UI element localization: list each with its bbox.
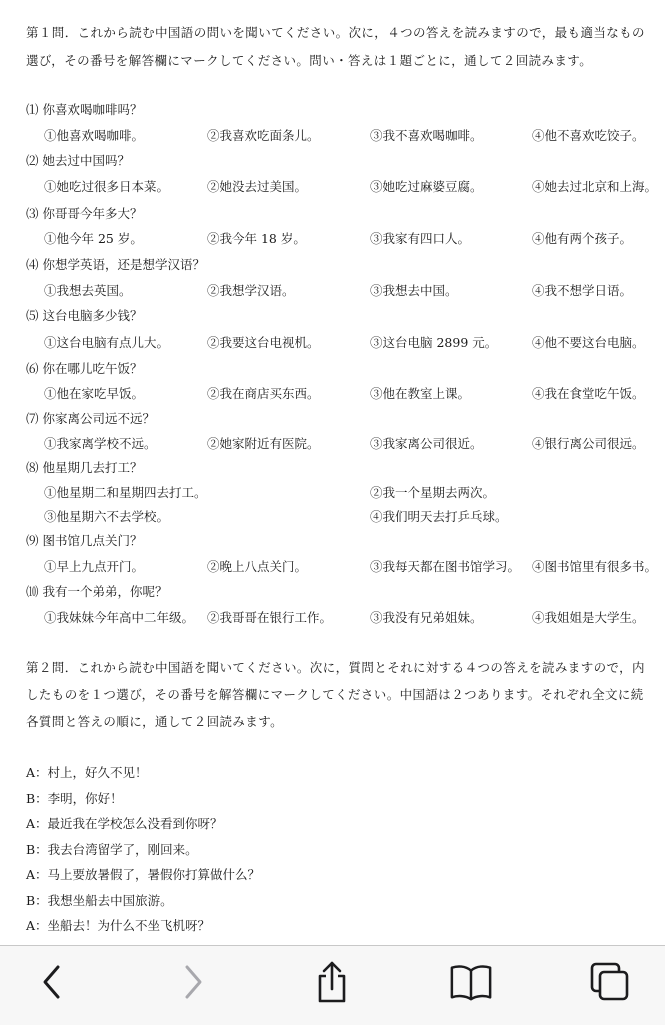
share-button[interactable] [310, 960, 354, 1004]
section1-instruction-line1: 第１問．これから読む中国語の問いを聞いてください。次に，４つの答えを読みますので，最も適当なもの [26, 25, 645, 40]
q4-option-3: ③我想去中国。 [370, 283, 458, 298]
dialogue-line: A：最近我在学校怎么没看到你呀？ [26, 816, 223, 831]
q4-option-1: ①我想去英国。 [44, 283, 132, 298]
q5-option-4: ④他不要这台电脑。 [532, 335, 645, 350]
section2-instruction-line2: したものを１つ選び，その番号を解答欄にマークしてください。中国語は２つあります。それぞれ全文に続 [26, 687, 644, 702]
forward-button[interactable] [171, 960, 215, 1004]
question-8: ⑻ 他星期几去打工？ [26, 460, 143, 475]
question-6: ⑹ 你在哪儿吃午饭？ [26, 361, 143, 376]
question-3: ⑶ 你哥哥今年多大？ [26, 206, 143, 221]
q7-option-1: ①我家离学校不远。 [44, 436, 157, 451]
q2-option-3: ③她吃过麻婆豆腐。 [370, 179, 483, 194]
dialogue-line: A：坐船去！为什么不坐飞机呀？ [26, 918, 211, 933]
bookmarks-button[interactable] [449, 960, 493, 1004]
share-icon [312, 960, 352, 1004]
q6-option-2: ②我在商店买东西。 [207, 386, 320, 401]
q10-option-3: ③我没有兄弟姐妹。 [370, 610, 483, 625]
q10-option-2: ②我哥哥在银行工作。 [207, 610, 333, 625]
dialogue-line: B：我去台湾留学了，刚回来。 [26, 842, 198, 857]
browser-toolbar [0, 945, 665, 1025]
q6-option-1: ①他在家吃早饭。 [44, 386, 145, 401]
question-10: ⑽ 我有一个弟弟，你呢？ [26, 584, 168, 599]
q5-option-2: ②我要这台电视机。 [207, 335, 320, 350]
q4-option-2: ②我想学汉语。 [207, 283, 295, 298]
dialogue-line: B：李明，你好！ [26, 791, 123, 806]
chevron-left-icon [39, 964, 65, 1000]
q9-option-4: ④图书馆里有很多书。 [532, 559, 658, 574]
q1-option-3: ③我不喜欢喝咖啡。 [370, 128, 483, 143]
dialogue-line: B：我想坐船去中国旅游。 [26, 893, 173, 908]
q3-option-3: ③我家有四口人。 [370, 231, 471, 246]
q2-option-4: ④她去过北京和上海。 [532, 179, 658, 194]
q1-option-2: ②我喜欢吃面条儿。 [207, 128, 320, 143]
question-2: ⑵ 她去过中国吗？ [26, 153, 130, 168]
book-icon [449, 962, 493, 1002]
question-1: ⑴ 你喜欢喝咖啡吗？ [26, 102, 143, 117]
dialogue-line: A：村上，好久不见！ [26, 765, 148, 780]
q5-option-3: ③这台电脑 2899 元。 [370, 335, 498, 350]
question-7: ⑺ 你家离公司远不远？ [26, 411, 155, 426]
q3-option-1: ①他今年 25 岁。 [44, 231, 143, 246]
section2-instruction-line3: 各質問と答えの順に，通して２回読みます。 [26, 714, 284, 729]
q10-option-1: ①我妹妹今年高中二年级。 [44, 610, 195, 625]
q9-option-3: ③我每天都在图书馆学习。 [370, 559, 521, 574]
q8-option-4: ④我们明天去打乒乓球。 [370, 509, 508, 524]
section1-instruction-line2: 選び，その番号を解答欄にマークしてください。問い・答えは１題ごとに，通して２回読みます。 [26, 53, 593, 68]
q8-option-3: ③他星期六不去学校。 [44, 509, 170, 524]
dialogue-line: A：马上要放暑假了，暑假你打算做什么？ [26, 867, 261, 882]
question-4: ⑷ 你想学英语，还是想学汉语？ [26, 257, 205, 272]
q10-option-4: ④我姐姐是大学生。 [532, 610, 645, 625]
question-5: ⑸ 这台电脑多少钱？ [26, 308, 143, 323]
q8-option-2: ②我一个星期去两次。 [370, 485, 496, 500]
q3-option-2: ②我今年 18 岁。 [207, 231, 306, 246]
section2-instruction-line1: 第２問．これから読む中国語を聞いてください。次に，質問とそれに対する４つの答えを読みますので，内 [26, 660, 645, 675]
tabs-icon [588, 960, 632, 1004]
q6-option-3: ③他在教室上课。 [370, 386, 471, 401]
q7-option-4: ④银行离公司很远。 [532, 436, 645, 451]
q4-option-4: ④我不想学日语。 [532, 283, 633, 298]
question-9: ⑼ 图书馆几点关门？ [26, 533, 143, 548]
chevron-right-icon [180, 964, 206, 1000]
q9-option-1: ①早上九点开门。 [44, 559, 145, 574]
q7-option-2: ②她家附近有医院。 [207, 436, 320, 451]
tabs-button[interactable] [588, 960, 632, 1004]
q2-option-2: ②她没去过美国。 [207, 179, 308, 194]
q6-option-4: ④我在食堂吃午饭。 [532, 386, 645, 401]
q1-option-1: ①他喜欢喝咖啡。 [44, 128, 145, 143]
q7-option-3: ③我家离公司很近。 [370, 436, 483, 451]
q2-option-1: ①她吃过很多日本菜。 [44, 179, 170, 194]
q9-option-2: ②晚上八点关门。 [207, 559, 308, 574]
q8-option-1: ①他星期二和星期四去打工。 [44, 485, 207, 500]
q3-option-4: ④他有两个孩子。 [532, 231, 633, 246]
q1-option-4: ④他不喜欢吃饺子。 [532, 128, 645, 143]
q5-option-1: ①这台电脑有点儿大。 [44, 335, 170, 350]
back-button[interactable] [30, 960, 74, 1004]
